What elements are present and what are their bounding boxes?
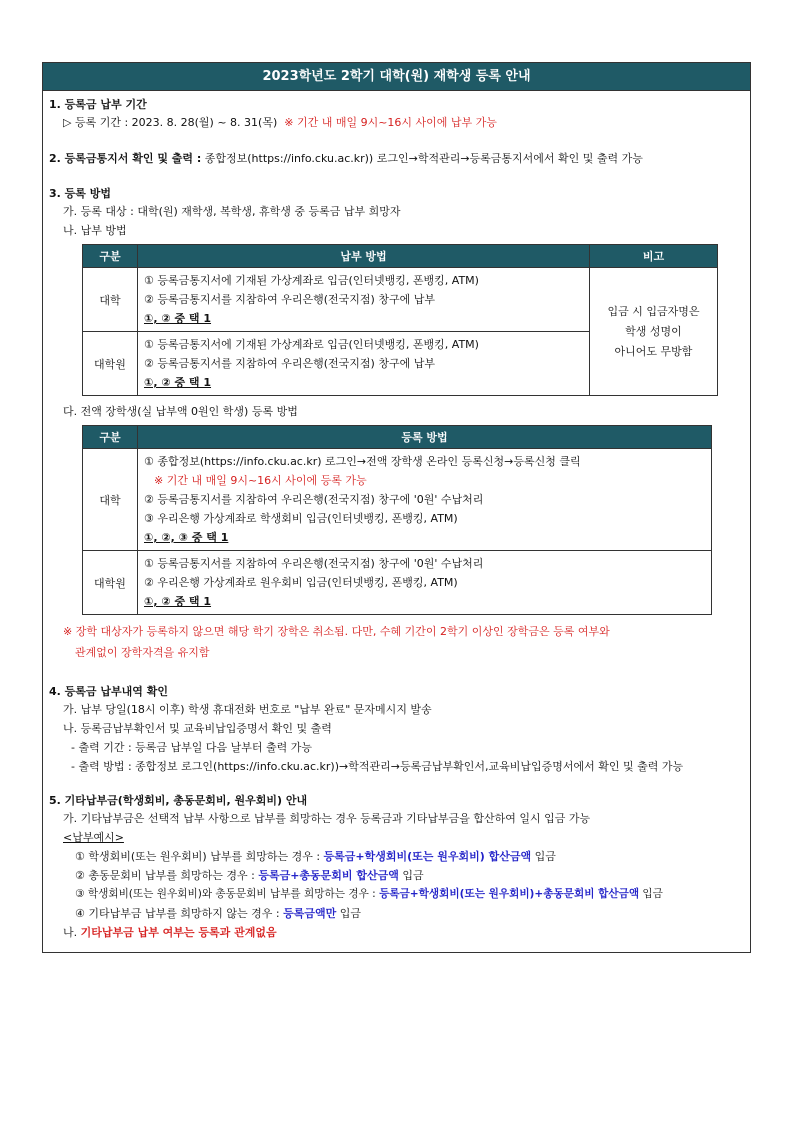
section-3-heading: 3. 등록 방법 [49, 187, 111, 200]
example-text: 입금 [531, 850, 556, 863]
choose-one: ①, ②, ③ 중 택 1 [144, 531, 229, 544]
other-fees-note-text: 기타납부금 납부 여부는 등록과 관계없음 [80, 926, 277, 939]
other-fees-notice: 가. 기타납부금은 선택적 납부 사항으로 납부를 희망하는 경우 등록금과 기타납부금을 합산하여 일시 입금 가능 [63, 812, 591, 825]
example-text: 입금 [639, 888, 663, 900]
registration-target: 가. 등록 대상 : 대학(원) 재학생, 복학생, 휴학생 중 등록금 납부 희망자 [63, 205, 401, 218]
table-header: 구분 [83, 245, 138, 268]
row-label: 대학 [83, 268, 138, 332]
print-period: - 출력 기간 : 등록금 납부일 다음 날부터 출력 가능 [71, 741, 313, 754]
section-5-heading: 5. 기타납부금(학생회비, 총동문회비, 원우회비) 안내 [49, 794, 308, 807]
choose-one: ①, ② 중 택 1 [144, 376, 212, 389]
remark-line: 입금 시 입금자명은 [607, 304, 700, 318]
table-header: 비고 [590, 245, 718, 268]
method-line: ② 등록금통지서를 지참하여 우리은행(전국지점) 창구에 납부 [144, 293, 435, 306]
section-2-heading: 2. 등록금통지서 확인 및 출력 : [49, 152, 202, 165]
payment-method-table [82, 244, 718, 396]
example-text: 입금 [398, 869, 424, 882]
example-1 [49, 847, 750, 866]
row-label: 대학 [83, 449, 138, 551]
other-fees-note [49, 923, 750, 942]
scholarship-label: 다. 전액 장학생(실 납부액 0원인 학생) 등록 방법 [63, 405, 298, 418]
example-highlight: 등록금액만 [283, 907, 337, 920]
row-label: 대학원 [83, 551, 138, 615]
print-method: - 출력 방법 : 종합정보 로그인(https://info.cku.ac.kr))→학적관리→등록금납부확인서,교육비납입증명서에서 확인 및 출력 가능 [71, 760, 684, 773]
choose-one: ①, ② 중 택 1 [144, 312, 212, 325]
notice-document [42, 62, 751, 953]
method-line: ① 등록금통지서에 기재된 가상계좌로 입금(인터넷뱅킹, 폰뱅킹, ATM) [144, 338, 479, 351]
method-note: ※ 기간 내 매일 9시~16시 사이에 등록 가능 [154, 474, 367, 487]
method-line: ② 등록금통지서를 지참하여 우리은행(전국지점) 창구에 납부 [144, 357, 435, 370]
certificate-label: 나. 등록금납부확인서 및 교육비납입증명서 확인 및 출력 [63, 722, 332, 735]
table-row [83, 551, 712, 615]
example-highlight: 등록금+학생회비(또는 원우회비) 합산금액 [323, 850, 532, 863]
table-header: 등록 방법 [138, 426, 712, 449]
example-2 [49, 866, 750, 885]
section-2-text: 종합정보(https://info.cku.ac.kr)) 로그인→학적관리→등록금통지서에서 확인 및 출력 가능 [201, 152, 643, 165]
method-line: ① 등록금통지서를 지참하여 우리은행(전국지점) 창구에 '0원' 수납처리 [144, 557, 484, 570]
sms-notice: 가. 납부 당일(18시 이후) 학생 휴대전화 번호로 "납부 완료" 문자메시지 발송 [63, 703, 432, 716]
method-cell [138, 449, 712, 551]
method-line: ① 등록금통지서에 기재된 가상계좌로 입금(인터넷뱅킹, 폰뱅킹, ATM) [144, 274, 479, 287]
example-highlight: 등록금+학생회비(또는 원우회비)+총동문회비 합산금액 [379, 888, 640, 900]
example-text: ④ 기타납부금 납부를 희망하지 않는 경우 : [75, 907, 284, 920]
document-body [43, 91, 750, 952]
example-highlight: 등록금+총동문회비 합산금액 [258, 869, 399, 882]
example-text: ③ 학생회비(또는 원우회비)와 총동문회비 납부를 희망하는 경우 : [75, 888, 380, 900]
example-text: 입금 [336, 907, 361, 920]
period-label: ▷ 등록 기간 : 2023. 8. 28(월) ~ 8. 31(목) [63, 116, 278, 129]
scholarship-table [82, 425, 712, 615]
section-2 [49, 150, 750, 167]
section-1-heading: 1. 등록금 납부 기간 [49, 98, 147, 111]
section-4-heading: 4. 등록금 납부내역 확인 [49, 685, 168, 698]
remark-cell [590, 268, 718, 396]
method-cell [138, 332, 590, 396]
remark-line: 아니어도 무방함 [614, 344, 693, 358]
method-line: ② 우리은행 가상계좌로 원우회비 입금(인터넷뱅킹, 폰뱅킹, ATM) [144, 576, 458, 589]
scholarship-warning-cont: 관계없이 장학자격을 유지함 [75, 646, 210, 659]
table-row [83, 449, 712, 551]
registration-period [49, 113, 750, 132]
example-4 [49, 904, 750, 923]
table-header: 납부 방법 [138, 245, 590, 268]
method-line: ③ 우리은행 가상계좌로 학생회비 입금(인터넷뱅킹, 폰뱅킹, ATM) [144, 512, 458, 525]
payment-example-label: <납부예시> [63, 831, 124, 844]
remark-line: 학생 성명이 [625, 324, 682, 338]
method-line: ② 등록금통지서를 지참하여 우리은행(전국지점) 창구에 '0원' 수납처리 [144, 493, 484, 506]
choose-one: ①, ② 중 택 1 [144, 595, 212, 608]
method-cell [138, 268, 590, 332]
example-text: ① 학생회비(또는 원우회비) 납부를 희망하는 경우 : [75, 850, 324, 863]
payment-method-label: 나. 납부 방법 [63, 224, 127, 237]
scholarship-warning: ※ 장학 대상자가 등록하지 않으면 해당 학기 장학은 취소됨. 다만, 수혜 기간이 2학기 이상인 장학금은 등록 여부와 [63, 625, 610, 638]
table-header: 구분 [83, 426, 138, 449]
row-label: 대학원 [83, 332, 138, 396]
example-3 [49, 885, 750, 904]
item-prefix: 나. [63, 926, 81, 939]
document-title: 2023학년도 2학기 대학(원) 재학생 등록 안내 [43, 63, 750, 91]
example-text: ② 총동문회비 납부를 희망하는 경우 : [75, 869, 259, 882]
method-cell [138, 551, 712, 615]
period-note: ※ 기간 내 매일 9시~16시 사이에 납부 가능 [284, 116, 497, 129]
method-line: ① 종합정보(https://info.cku.ac.kr) 로그인→전액 장학생 온라인 등록신청→등록신청 클릭 [144, 455, 581, 468]
table-row [83, 268, 718, 332]
